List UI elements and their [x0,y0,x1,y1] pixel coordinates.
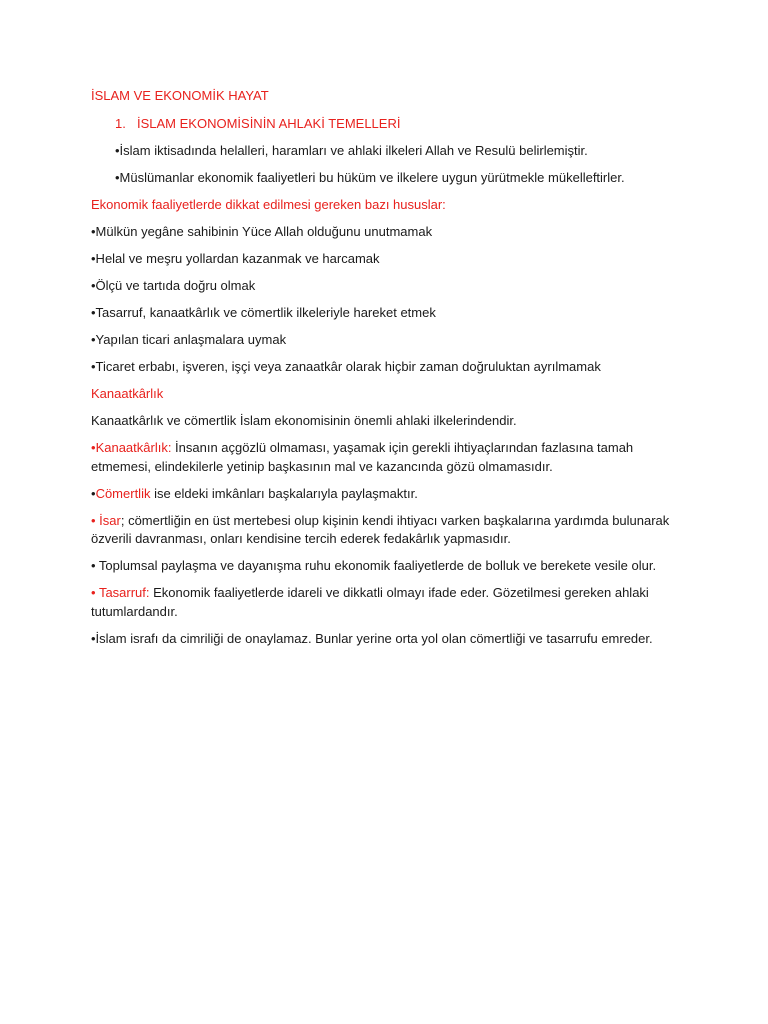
attention-item: •Helal ve meşru yollardan kazanmak ve harcamak [91,251,380,266]
attention-item: •Yapılan ticari anlaşmalara uymak [91,332,287,347]
solidarity-bullet: • Toplumsal paylaşma ve dayanışma ruhu ekonomik faaliyetlerde de bolluk ve berekete vesile olur. [91,558,657,573]
definition-term: Cömertlik [95,485,151,501]
definition-bullet: • [91,440,96,455]
section-heading [91,115,686,134]
document-title: İSLAM VE EKONOMİK HAYAT [91,88,269,103]
attention-heading: Ekonomik faaliyetlerde dikkat edilmesi gereken bazı hususlar: [91,197,446,212]
attention-item: •Tasarruf, kanaatkârlık ve cömertlik ilkeleriyle hareket etmek [91,305,436,320]
kanaat-intro: Kanaatkârlık ve cömertlik İslam ekonomisinin önemli ahlaki ilkelerindendir. [91,413,517,428]
definition-term: Tasarruf: [98,585,150,600]
intro-bullet: •İslam iktisadında helalleri, haramları ve ahlaki ilkeleri Allah ve Resulü belirlemiştir. [115,143,588,158]
intro-bullet: •Müslümanlar ekonomik faaliyetleri bu hüküm ve ilkelere uygun yürütmekle mükelleftirler. [115,170,625,185]
definition-bullet: • [91,485,96,501]
kanaat-heading: Kanaatkârlık [91,386,164,401]
attention-item: •Ticaret erbabı, işveren, işçi veya zanaatkâr olarak hiçbir zaman doğruluktan ayrılmamak [91,359,601,374]
attention-item: •Mülkün yegâne sahibinin Yüce Allah olduğunu unutmamak [91,224,433,239]
definition-tasarruf [91,584,686,621]
definition-text: İnsanın açgözlü olmaması, yaşamak için gerekli ihtiyaçlarından fazlasına tamah etmemesi, elindekilerle yetinip başkasının mal ve kazancında gözü olmamasıdır. [91,440,634,474]
definition-text: Ekonomik faaliyetlerde idareli ve dikkatli olmayı ifade eder. Gözetilmesi gereken ahlaki tutumlardandır. [91,585,649,619]
section-heading-text: İSLAM EKONOMİSİNİN AHLAKİ TEMELLERİ [137,115,401,131]
definition-bullet: • [91,512,100,528]
definition-isar [91,512,686,549]
definition-term: İsar [99,512,121,528]
closing-bullet: •İslam israfı da cimriliği de onaylamaz. Bunlar yerine orta yol olan cömertliği ve tasarrufu emreder. [91,630,653,646]
definition-kanaatkarlik [91,439,686,476]
document-body [91,87,686,657]
definition-bullet: • [91,585,99,600]
section-number: 1. [115,115,126,131]
definition-term: Kanaatkârlık: [95,440,172,455]
definition-text: ; cömertliğin en üst mertebesi olup kişinin kendi ihtiyacı varken başkalarına yardımda bulunarak özverili davranması, onları kendisine tercih ederek fedakârlık yapmasıdır. [91,512,670,546]
attention-item: •Ölçü ve tartıda doğru olmak [91,278,256,293]
definition-text: ise eldeki imkânları başkalarıyla paylaşmaktır. [150,485,418,501]
definition-comertlik [91,485,686,504]
